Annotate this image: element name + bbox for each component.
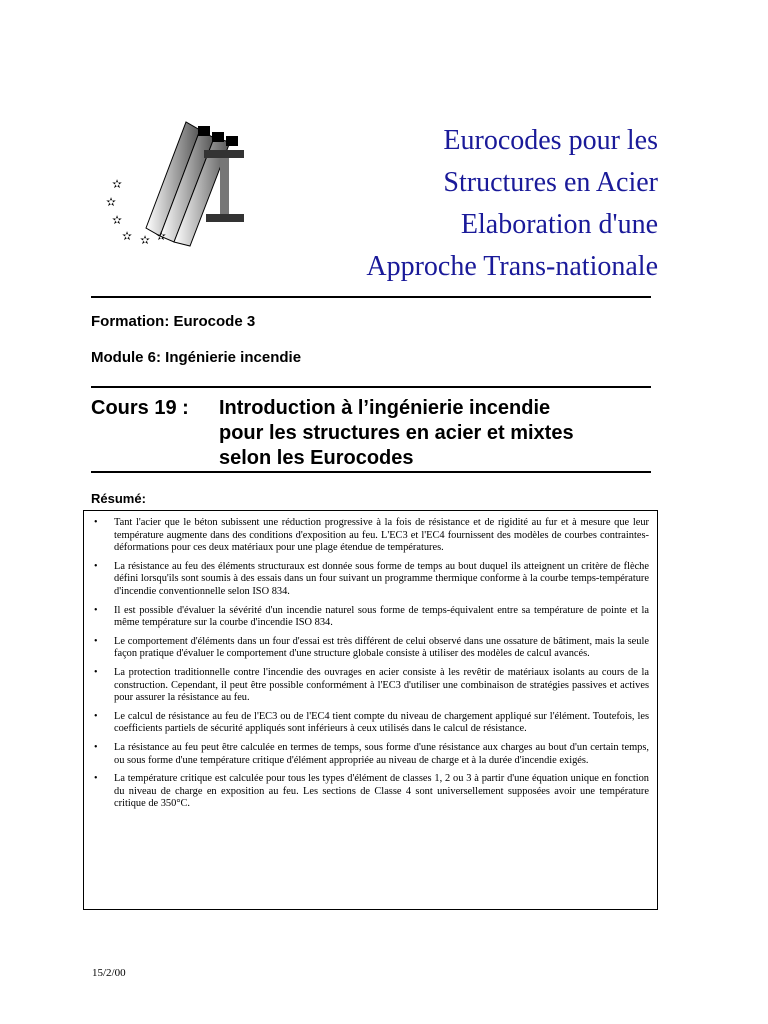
bullet-icon: • bbox=[94, 710, 98, 722]
bullet-icon: • bbox=[94, 741, 98, 753]
title-line-4: Approche Trans-nationale bbox=[366, 251, 658, 282]
formation-label: Formation: Eurocode 3 bbox=[91, 313, 256, 330]
svg-text:✫: ✫ bbox=[122, 229, 133, 243]
course-title bbox=[219, 396, 659, 471]
summary-text: La protection traditionnelle contre l'incendie des ouvrages en acier consiste à les revêtir de matériaux isolants au cours de la construction. Cependant, il peut être possible conformément à l'EC3 d'utiliser une combinaison de stratégies passives et actives pour assurer la résistance au feu. bbox=[114, 666, 649, 704]
course-title-line: pour les structures en acier et mixtes bbox=[219, 422, 574, 444]
summary-text: Le calcul de résistance au feu de l'EC3 ou de l'EC4 tient compte du niveau de chargement appliqué sur l'élément. Toutefois, les coefficients partiels de sécurité appliqués sont inférieurs à ceux utilisés dans le calcul de résistance. bbox=[114, 710, 649, 735]
eurocode-steel-logo bbox=[108, 118, 258, 253]
svg-text:✫: ✫ bbox=[106, 195, 117, 209]
bullet-icon: • bbox=[94, 635, 98, 647]
bullet-icon: • bbox=[94, 773, 98, 785]
divider-bottom bbox=[91, 471, 651, 473]
bullet-icon: • bbox=[94, 604, 98, 616]
summary-item bbox=[92, 773, 649, 811]
summary-label: Résumé: bbox=[91, 491, 146, 506]
document-title bbox=[366, 120, 658, 288]
svg-text:✫: ✫ bbox=[112, 213, 123, 227]
bullet-icon: • bbox=[94, 560, 98, 572]
document-date: 15/2/00 bbox=[92, 967, 126, 979]
summary-text: La résistance au feu des éléments structuraux est donnée sous forme de temps au bout duquel ils atteignent un critère de flèche défini lorsqu'ils sont soumis à des essais dans un four suivant un programme thermique conforme à la courbe temps-température d'incendie conventionnelle selon ISO 834. bbox=[114, 560, 649, 597]
title-line-3: Elaboration d'une bbox=[460, 209, 658, 240]
bullet-icon: • bbox=[94, 517, 98, 528]
title-line-1: Eurocodes pour les bbox=[443, 125, 658, 156]
summary-text: Le comportement d'éléments dans un four d'essai est très différent de celui observé dans une ossature de bâtiment, mais la seule façon pratique d'évaluer le comportement d'une structure globale consiste à utiliser des modèles de calcul avancés. bbox=[114, 635, 649, 660]
svg-text:✫: ✫ bbox=[156, 229, 167, 243]
summary-box bbox=[83, 510, 658, 910]
course-title-line: selon les Eurocodes bbox=[219, 447, 414, 469]
summary-text: La température critique est calculée pour tous les types d'élément de classes 1, 2 ou 3 à partir d'une équation unique en fonction du niveau de charge en exposition au feu. Les sections de Classe 4 sont universellement supposées avoir une température critique de 350°C. bbox=[114, 773, 649, 810]
summary-item bbox=[92, 605, 649, 630]
summary-item bbox=[92, 667, 649, 705]
divider-top bbox=[91, 296, 651, 298]
bullet-icon: • bbox=[94, 666, 98, 678]
summary-item bbox=[92, 711, 649, 736]
course-number: Cours 19 : bbox=[91, 397, 189, 419]
summary-text: Tant l'acier que le béton subissent une réduction progressive à la fois de résistance et de rigidité au fur et à mesure que leur température augmente dans des conditions d'exposition au feu. L'EC3 et l'EC4 fournissent des modèles de courbes contraintes-déformations pour ces deux matériaux pour une plage étendue de températures. bbox=[114, 517, 649, 554]
module-label: Module 6: Ingénierie incendie bbox=[91, 349, 302, 366]
summary-item bbox=[92, 517, 649, 555]
summary-item bbox=[92, 742, 649, 767]
svg-text:✫: ✫ bbox=[140, 233, 151, 247]
title-line-2: Structures en Acier bbox=[443, 167, 658, 198]
course-title-line: Introduction à l’ingénierie incendie bbox=[219, 397, 551, 419]
summary-item bbox=[92, 561, 649, 599]
summary-item bbox=[92, 636, 649, 661]
divider-mid bbox=[91, 386, 651, 388]
svg-text:✫: ✫ bbox=[112, 177, 123, 191]
summary-text: Il est possible d'évaluer la sévérité d'un incendie naturel sous forme de temps-équivalent entre sa température de pointe et la même température sur la courbe d'incendie ISO 834. bbox=[114, 604, 649, 629]
summary-text: La résistance au feu peut être calculée en termes de temps, sous forme d'une résistance aux charges au bout d'un certain temps, ou sous forme d'une température critique d'élément appropriée au niveau de charge et à la durée d'incendie exigés. bbox=[114, 741, 649, 766]
